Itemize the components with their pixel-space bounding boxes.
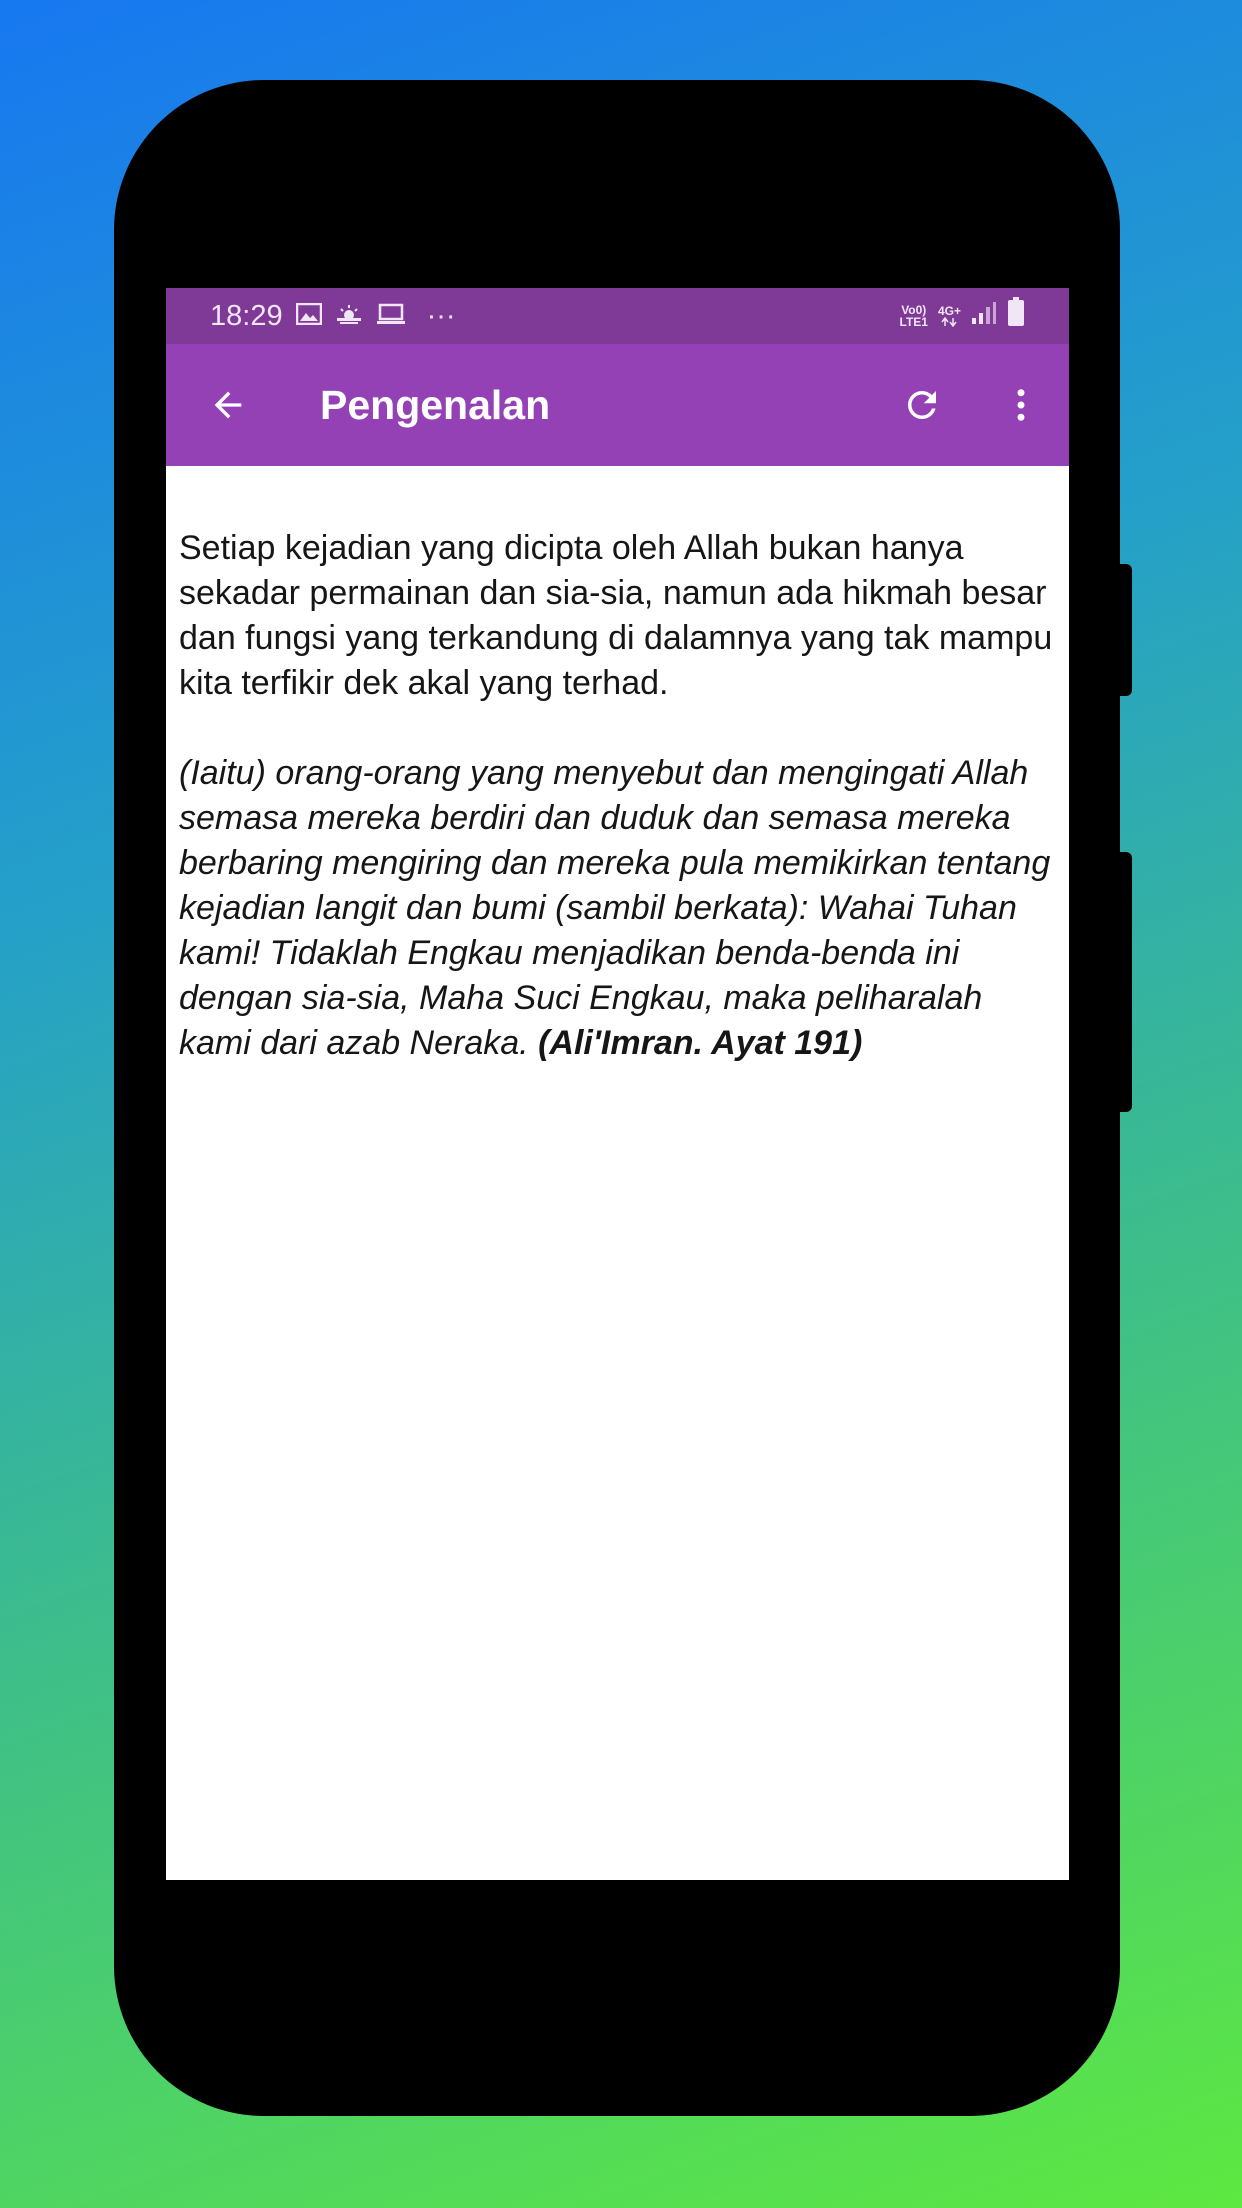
image-icon — [296, 300, 322, 333]
battery-icon — [1007, 297, 1025, 335]
volte-label: Vo0) — [901, 303, 927, 317]
quote-paragraph — [179, 751, 1059, 1066]
status-left — [210, 300, 456, 333]
network-4g-icon — [938, 305, 961, 327]
app-screen — [166, 288, 1069, 1880]
refresh-button[interactable] — [894, 377, 950, 433]
refresh-icon — [901, 384, 943, 426]
content-area — [166, 466, 1069, 1066]
toolbar-title: Pengenalan — [320, 381, 551, 428]
quote-reference: (Ali'Imran. Ayat 191) — [538, 1024, 863, 1062]
laptop-icon — [376, 300, 406, 333]
more-vert-icon — [1000, 384, 1042, 426]
network-4g-label: 4G+ — [937, 304, 961, 318]
intro-paragraph: Setiap kejadian yang dicipta oleh Allah bukan hanya sekadar permainan dan sia-sia, namun ada hikmah besar dan fungsi yang terkandung di dalamnya yang tak mampu kita terfikir dek akal yang terhad. — [179, 529, 1053, 702]
status-bar — [166, 288, 1069, 344]
volte-icon — [900, 304, 928, 328]
status-right — [900, 297, 1025, 335]
more-notifications-icon: ··· — [426, 299, 456, 332]
phone-side-button-top — [1118, 564, 1132, 696]
quote-text: (Iaitu) orang-orang yang menyebut dan mengingati Allah semasa mereka berdiri dan duduk dan semasa mereka berbaring mengiring dan mereka pula memikirkan tentang kejadian langit dan bumi (sambil berkata): Wahai Tuhan kami! Tidaklah Engkau menjadikan benda-benda ini dengan sia-sia, Maha Suci Engkau, maka peliharalah kami dari azab Neraka. — [179, 754, 1051, 1062]
status-time: 18:29 — [210, 299, 283, 332]
weather-icon — [335, 300, 363, 333]
signal-icon — [971, 300, 997, 333]
lte-label: LTE1 — [899, 315, 928, 329]
more-options-button[interactable] — [993, 377, 1049, 433]
back-button[interactable] — [200, 377, 256, 433]
phone-side-button-bottom — [1118, 852, 1132, 1112]
arrow-left-icon — [208, 385, 248, 425]
app-toolbar — [166, 344, 1069, 466]
